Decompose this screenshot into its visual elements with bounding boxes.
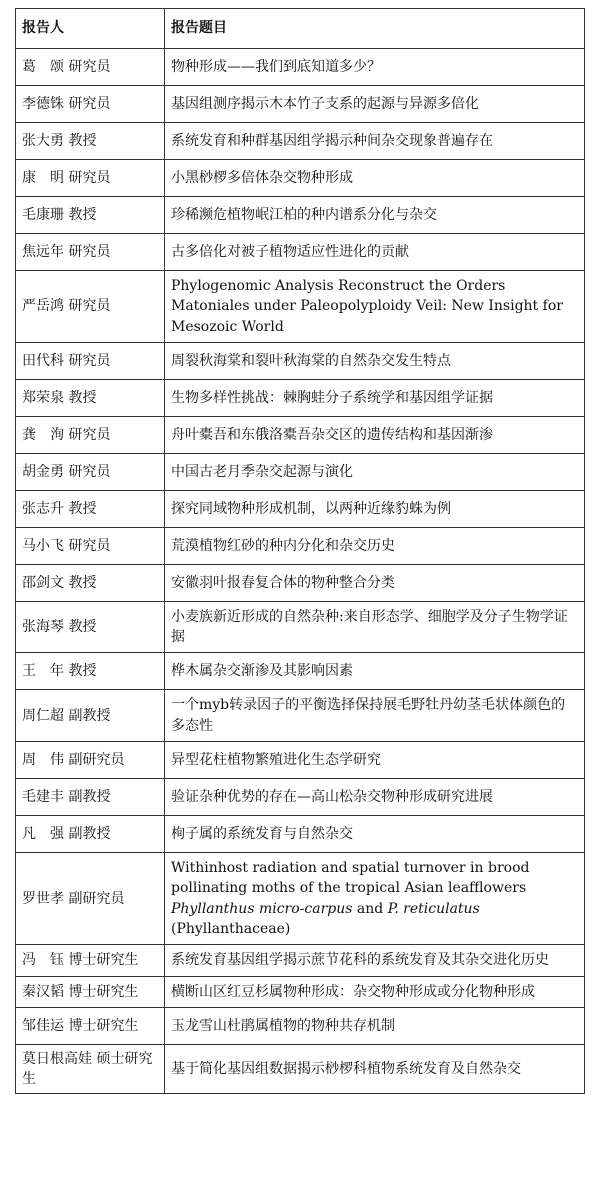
- title-cell: 桦木属杂交渐渗及其影响因素: [165, 653, 585, 690]
- title-text: and: [352, 900, 388, 917]
- title-text: Withinhost radiation and spatial turnover in brood pollinating moths of the tropical Asian leafflowers: [171, 860, 530, 897]
- reporter-cell: 凡 强 副教授: [16, 816, 165, 853]
- reporter-cell: 罗世孝 副研究员: [16, 853, 165, 945]
- reporter-cell: 龚 洵 研究员: [16, 416, 165, 453]
- header-reporter: 报告人: [16, 9, 165, 49]
- title-cell: [165, 853, 585, 945]
- table-row: [16, 416, 585, 453]
- title-cell: 生物多样性挑战：棘胸蛙分子系统学和基因组学证据: [165, 379, 585, 416]
- table-row: [16, 49, 585, 86]
- title-cell: 横断山区红豆杉属物种形成：杂交物种形成或分化物种形成: [165, 976, 585, 1007]
- title-cell: 物种形成——我们到底知道多少？: [165, 49, 585, 86]
- reporter-cell: 张志升 教授: [16, 490, 165, 527]
- table-row: [16, 853, 585, 945]
- table-row: [16, 342, 585, 379]
- table-row: [16, 1044, 585, 1094]
- table-row: [16, 1007, 585, 1044]
- table-row: [16, 742, 585, 779]
- title-text: (Phyllanthaceae): [171, 920, 291, 937]
- title-cell: 异型花柱植物繁殖进化生态学研究: [165, 742, 585, 779]
- table-row: [16, 123, 585, 160]
- reporter-cell: 张大勇 教授: [16, 123, 165, 160]
- reporter-cell: 毛康珊 教授: [16, 197, 165, 234]
- reporter-cell: 胡金勇 研究员: [16, 453, 165, 490]
- title-cell: 小麦族新近形成的自然杂种:来自形态学、细胞学及分子生物学证据: [165, 601, 585, 653]
- reporter-cell: 王 年 教授: [16, 653, 165, 690]
- reporter-cell: 郑荣泉 教授: [16, 379, 165, 416]
- title-cell: 基因组测序揭示木本竹子支系的起源与异源多倍化: [165, 86, 585, 123]
- table-row: [16, 490, 585, 527]
- reporter-cell: 葛 颂 研究员: [16, 49, 165, 86]
- reporter-cell: 马小飞 研究员: [16, 527, 165, 564]
- table-row: [16, 527, 585, 564]
- reporter-cell: 周 伟 副研究员: [16, 742, 165, 779]
- title-cell: 栒子属的系统发育与自然杂交: [165, 816, 585, 853]
- title-cell: 玉龙雪山杜鹃属植物的物种共存机制: [165, 1007, 585, 1044]
- table-row: [16, 160, 585, 197]
- reporter-cell: 张海琴 教授: [16, 601, 165, 653]
- table-row: [16, 197, 585, 234]
- reporter-cell: 邵剑文 教授: [16, 564, 165, 601]
- reporter-cell: 田代科 研究员: [16, 342, 165, 379]
- reporter-cell: 焦远年 研究员: [16, 234, 165, 271]
- reporter-cell: 冯 钰 博士研究生: [16, 945, 165, 976]
- header-title: 报告题目: [165, 9, 585, 49]
- title-cell: 荒漠植物红砂的种内分化和杂交历史: [165, 527, 585, 564]
- reporter-cell: 秦汉韬 博士研究生: [16, 976, 165, 1007]
- speaker-table: [15, 8, 585, 1094]
- title-cell: 珍稀濒危植物岷江柏的种内谱系分化与杂交: [165, 197, 585, 234]
- species-name-italic: Phyllanthus micro-carpus: [171, 900, 353, 917]
- table-row: [16, 601, 585, 653]
- table-row: [16, 86, 585, 123]
- title-cell: Phylogenomic Analysis Reconstruct the Orders Matoniales under Paleopolyploidy Veil: New Insight for Mesozoic World: [165, 271, 585, 343]
- title-cell: 舟叶橐吾和东俄洛橐吾杂交区的遗传结构和基因渐渗: [165, 416, 585, 453]
- speaker-table-container: [15, 8, 584, 1094]
- reporter-cell: 邹佳运 博士研究生: [16, 1007, 165, 1044]
- title-cell: 系统发育和种群基因组学揭示种间杂交现象普遍存在: [165, 123, 585, 160]
- title-cell: 中国古老月季杂交起源与演化: [165, 453, 585, 490]
- table-row: [16, 816, 585, 853]
- title-cell: 基于简化基因组数据揭示桫椤科植物系统发育及自然杂交: [165, 1044, 585, 1094]
- table-row: [16, 690, 585, 742]
- reporter-cell: 周仁超 副教授: [16, 690, 165, 742]
- table-row: [16, 564, 585, 601]
- table-row: [16, 453, 585, 490]
- table-row: [16, 271, 585, 343]
- reporter-cell: 严岳鸿 研究员: [16, 271, 165, 343]
- title-cell: 安徽羽叶报春复合体的物种整合分类: [165, 564, 585, 601]
- table-row: [16, 653, 585, 690]
- reporter-cell: 李德铢 研究员: [16, 86, 165, 123]
- species-name-italic: P. reticulatus: [387, 900, 480, 917]
- reporter-cell: 莫日根高娃 硕士研究生: [16, 1044, 165, 1094]
- table-row: [16, 976, 585, 1007]
- table-row: [16, 234, 585, 271]
- title-cell: 系统发育基因组学揭示蔗节花科的系统发育及其杂交进化历史: [165, 945, 585, 976]
- reporter-cell: 康 明 研究员: [16, 160, 165, 197]
- table-header-row: [16, 9, 585, 49]
- table-row: [16, 945, 585, 976]
- title-cell: 探究同域物种形成机制，以两种近缘豹蛛为例: [165, 490, 585, 527]
- title-cell: 一个myb转录因子的平衡选择保持展毛野牡丹幼茎毛状体颜色的多态性: [165, 690, 585, 742]
- table-row: [16, 779, 585, 816]
- title-cell: 古多倍化对被子植物适应性进化的贡献: [165, 234, 585, 271]
- table-row: [16, 379, 585, 416]
- title-cell: 周裂秋海棠和裂叶秋海棠的自然杂交发生特点: [165, 342, 585, 379]
- title-cell: 验证杂种优势的存在—高山松杂交物种形成研究进展: [165, 779, 585, 816]
- reporter-cell: 毛建丰 副教授: [16, 779, 165, 816]
- title-cell: 小黑桫椤多倍体杂交物种形成: [165, 160, 585, 197]
